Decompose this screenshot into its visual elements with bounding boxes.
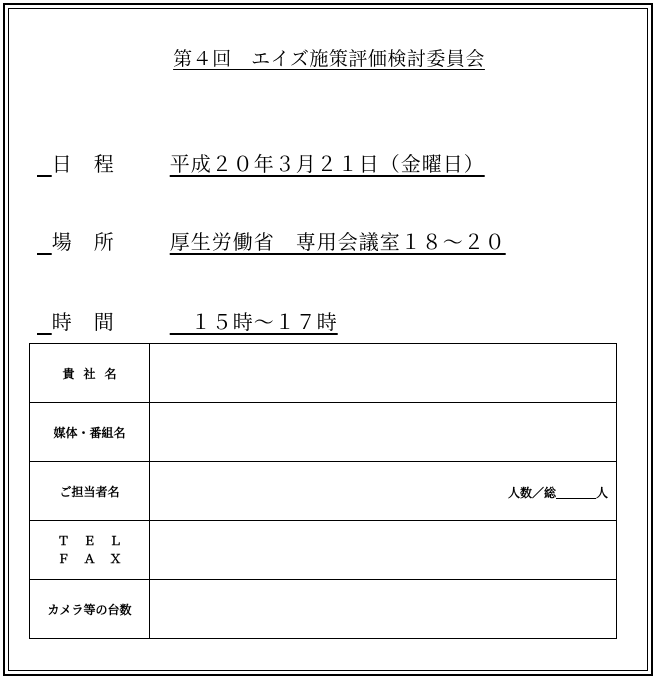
row-company (30, 344, 617, 403)
camera-label: カメラ等の台数 (47, 602, 132, 617)
tel-fax-field[interactable] (150, 521, 617, 580)
row-media (30, 403, 617, 462)
count-blank[interactable] (556, 486, 596, 499)
contact-label: ご担当者名 (59, 484, 120, 499)
date-label: 日 程 (51, 152, 115, 176)
row-tel-fax (30, 521, 617, 580)
time-label: 時 間 (51, 310, 115, 334)
title-text: 第４回 エイズ施策評価検討委員会 (173, 48, 485, 70)
tel-label: ＴＥＬ (57, 534, 136, 548)
info-date (37, 124, 485, 177)
info-place (37, 202, 506, 255)
place-value: 厚生労働省 専用会議室１８～２０ (169, 230, 506, 254)
row-contact (30, 462, 617, 521)
media-field[interactable] (150, 403, 617, 462)
registration-form (29, 343, 617, 639)
company-field[interactable] (150, 344, 617, 403)
company-label: 貴社名 (62, 366, 126, 381)
camera-field[interactable] (150, 580, 617, 639)
media-label: 媒体・番組名 (53, 425, 126, 440)
info-time (37, 282, 338, 335)
company-label-cell (30, 344, 150, 403)
media-label-cell (30, 403, 150, 462)
fax-label: ＦＡＸ (57, 552, 136, 566)
place-label: 場 所 (51, 230, 115, 254)
time-value: １５時～１７時 (169, 310, 338, 334)
tel-fax-label-cell (30, 521, 150, 580)
camera-label-cell (30, 580, 150, 639)
count-label: 人数／総 (507, 486, 556, 500)
date-value: 平成２０年３月２１日（金曜日） (169, 152, 485, 176)
contact-label-cell (30, 462, 150, 521)
count-unit: 人 (595, 486, 608, 500)
document-title (0, 44, 658, 71)
attendee-count (508, 484, 608, 501)
contact-field[interactable] (150, 462, 617, 521)
row-camera (30, 580, 617, 639)
